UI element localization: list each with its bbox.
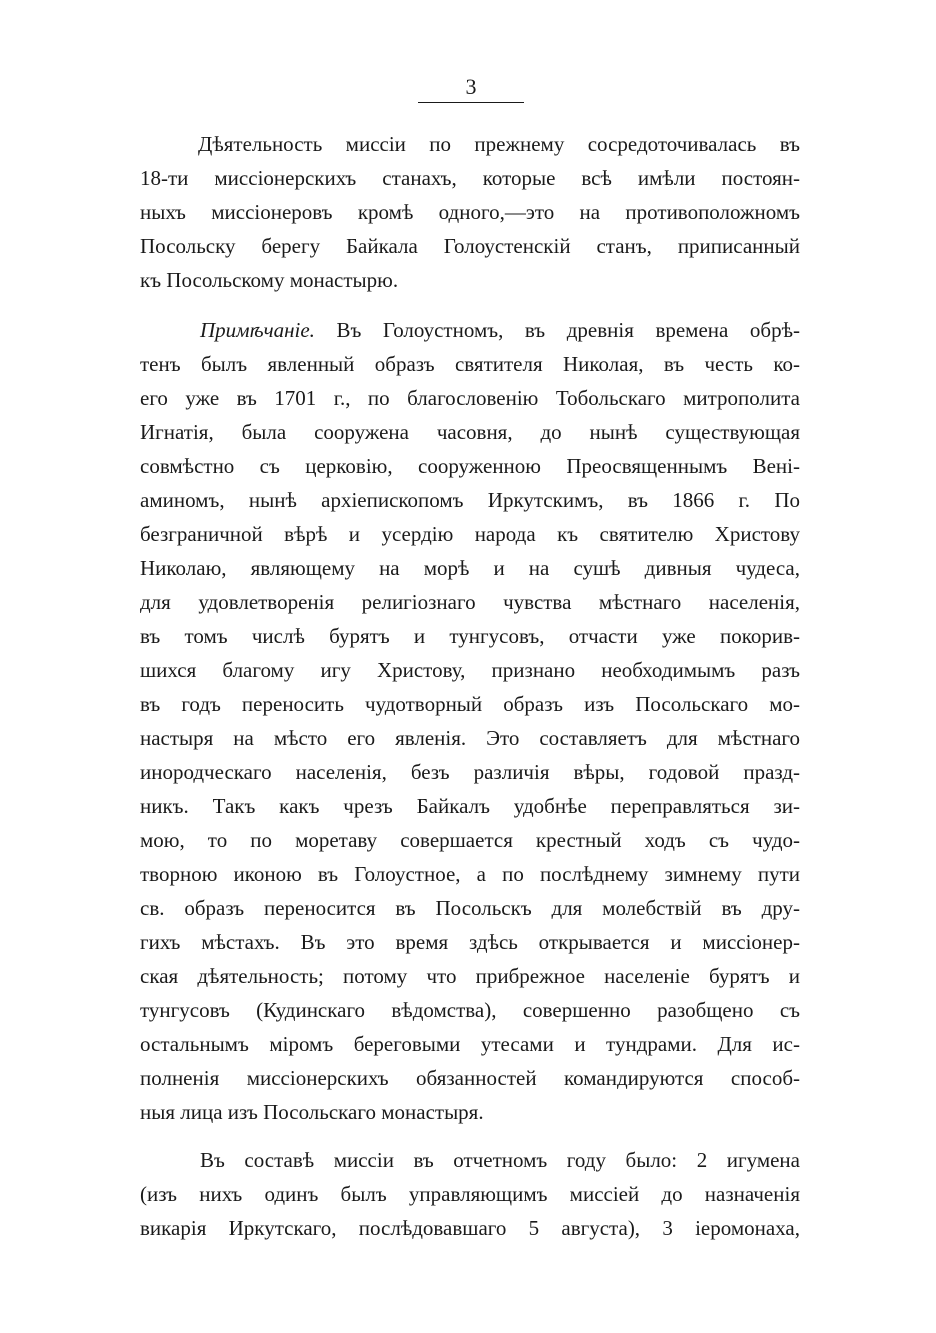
body-text	[140, 127, 800, 1245]
text-line: въ годъ переносить чудотворный образъ изъ Посольскаго мо-	[140, 692, 800, 716]
text-line: тунгусовъ (Кудинскаго вѣдомства), совершенно разобщено съ	[140, 998, 800, 1022]
text-line: ныхъ миссіонеровъ кромѣ одного,—это на противоположномъ	[140, 200, 800, 224]
text-line: тенъ былъ явленный образъ святителя Николая, въ честь ко-	[140, 352, 800, 376]
text-line	[140, 313, 800, 347]
text-line: св. образъ переносится въ Посольскъ для молебствій въ дру-	[140, 896, 800, 920]
text-line: инородческаго населенія, безъ различія вѣры, годовой празд-	[140, 760, 800, 784]
text-line: викарія Иркутскаго, послѣдовавшаго 5 августа), 3 іеромонаха,	[140, 1216, 800, 1240]
text-line: безграничной вѣрѣ и усердію народа къ святителю Христову	[140, 522, 800, 546]
page-number-rule	[418, 102, 524, 103]
text-line: Николаю, являющему на морѣ и на сушѣ дивныя чудеса,	[140, 556, 800, 580]
paragraph-note	[140, 313, 800, 1129]
text-line: 18-ти миссіонерскихъ станахъ, которые всѣ имѣли постоян-	[140, 166, 800, 190]
paragraph-mission-activity	[140, 127, 800, 297]
text-line: Посольску берегу Байкала Голоустенскій станъ, приписанный	[140, 234, 800, 258]
text-line: настыря на мѣсто его явленія. Это составляетъ для мѣстнаго	[140, 726, 800, 750]
text-line: въ томъ числѣ бурятъ и тунгусовъ, отчасти уже покорив-	[140, 624, 800, 648]
text-line: ныя лица изъ Посольскаго монастыря.	[140, 1100, 484, 1124]
note-heading: Примѣчаніе.	[200, 318, 315, 342]
text-line: шихся благому игу Христову, признано необходимымъ разъ	[140, 658, 800, 682]
text-line: гихъ мѣстахъ. Въ это время здѣсь открывается и миссіонер-	[140, 930, 800, 954]
text-line: къ Посольскому монастырю.	[140, 268, 399, 292]
text-line: Въ составѣ миссіи въ отчетномъ году было: 2 игумена	[200, 1148, 800, 1172]
text-line: полненія миссіонерскихъ обязанностей командируются способ-	[140, 1066, 800, 1090]
text-line: мою, то по моретаву совершается крестный ходъ съ чудо-	[140, 828, 800, 852]
paragraph-mission-composition	[140, 1143, 800, 1245]
text-line: совмѣстно съ церковію, сооруженною Преосвященнымъ Вені-	[140, 454, 800, 478]
text-line: его уже въ 1701 г., по благословенію Тобольскаго митрополита	[140, 386, 800, 410]
text-line: никъ. Такъ какъ чрезъ Байкалъ удобнѣе переправляться зи-	[140, 794, 800, 818]
text-line: аминомъ, нынѣ архіепископомъ Иркутскимъ, въ 1866 г. По	[140, 488, 800, 512]
text-line: Игнатія, была сооружена часовня, до нынѣ существующая	[140, 420, 800, 444]
text-line: творною иконою въ Голоустное, а по послѣднему зимнему пути	[140, 862, 800, 886]
text-line: (изъ нихъ одинъ былъ управляющимъ миссіей до назначенія	[140, 1182, 800, 1206]
text-line: ская дѣятельность; потому что прибрежное населеніе бурятъ и	[140, 964, 800, 988]
text-line: остальнымъ міромъ береговыми утесами и тундрами. Для ис-	[140, 1032, 800, 1056]
text-line: для удовлетворенія религіознаго чувства мѣстнаго населенія,	[140, 590, 800, 614]
page-number: 3	[465, 74, 477, 99]
note-first-line: Въ Голоустномъ, въ древнія времена обрѣ-	[314, 318, 800, 342]
text-line: Дѣятельность миссіи по прежнему сосредоточивалась въ	[198, 132, 800, 156]
